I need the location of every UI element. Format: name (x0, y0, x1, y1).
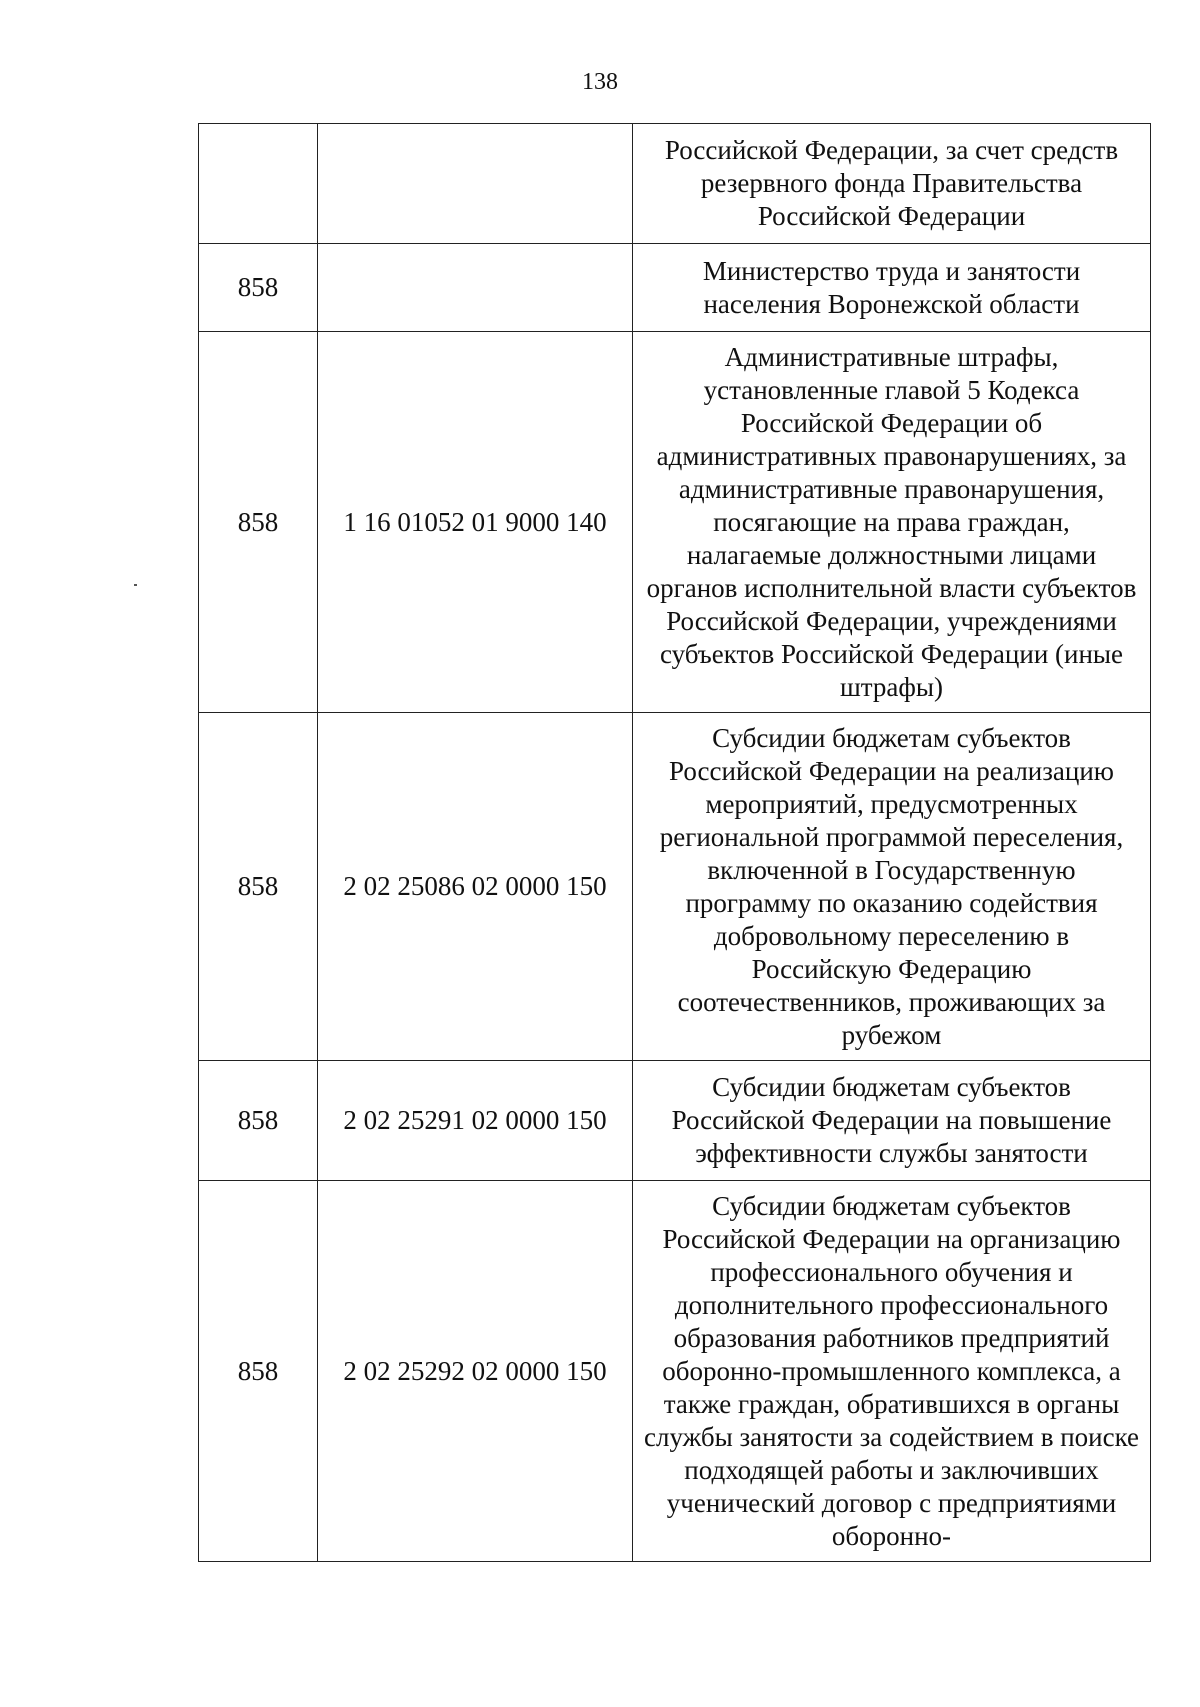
budget-classification-table (198, 123, 1151, 1562)
budget-code-cell (318, 124, 633, 244)
budget-code-cell: 2 02 25086 02 0000 150 (318, 713, 633, 1061)
table-row (199, 244, 1151, 332)
budget-code-cell: 1 16 01052 01 9000 140 (318, 332, 633, 713)
table-row (199, 713, 1151, 1061)
description-cell: Субсидии бюджетам субъектов Российской Федерации на повышение эффективности службы занятости (633, 1061, 1151, 1181)
budget-code-cell: 2 02 25291 02 0000 150 (318, 1061, 633, 1181)
admin-code-cell: 858 (199, 713, 318, 1061)
table-row (199, 124, 1151, 244)
description-cell: Субсидии бюджетам субъектов Российской Федерации на реализацию мероприятий, предусмотренных региональной программой переселения, включенной в Государственную программу по оказанию содействия добровольному переселению в Российскую Федерацию соотечественников, проживающих за рубежом (633, 713, 1151, 1061)
page-number: 138 (582, 69, 618, 95)
table-row (199, 332, 1151, 713)
table-row (199, 1181, 1151, 1562)
table-row (199, 1061, 1151, 1181)
admin-code-cell: 858 (199, 1181, 318, 1562)
description-cell: Российской Федерации, за счет средств резервного фонда Правительства Российской Федерации (633, 124, 1151, 244)
admin-code-cell: 858 (199, 1061, 318, 1181)
admin-code-cell: 858 (199, 244, 318, 332)
admin-code-cell: 858 (199, 332, 318, 713)
scan-artifact (134, 584, 137, 586)
description-cell: Административные штрафы, установленные главой 5 Кодекса Российской Федерации об административных правонарушениях, за административные правонарушения, посягающие на права граждан, налагаемые должностными лицами органов исполнительной власти субъектов Российской Федерации, учреждениями субъектов Российской Федерации (иные штрафы) (633, 332, 1151, 713)
budget-code-cell (318, 244, 633, 332)
budget-code-cell: 2 02 25292 02 0000 150 (318, 1181, 633, 1562)
description-cell: Субсидии бюджетам субъектов Российской Федерации на организацию профессионального обучения и дополнительного профессионального образования работников предприятий оборонно-промышленного комплекса, а также граждан, обратившихся в органы службы занятости за содействием в поиске подходящей работы и заключивших ученический договор с предприятиями оборонно- (633, 1181, 1151, 1562)
description-cell: Министерство труда и занятости населения Воронежской области (633, 244, 1151, 332)
admin-code-cell (199, 124, 318, 244)
